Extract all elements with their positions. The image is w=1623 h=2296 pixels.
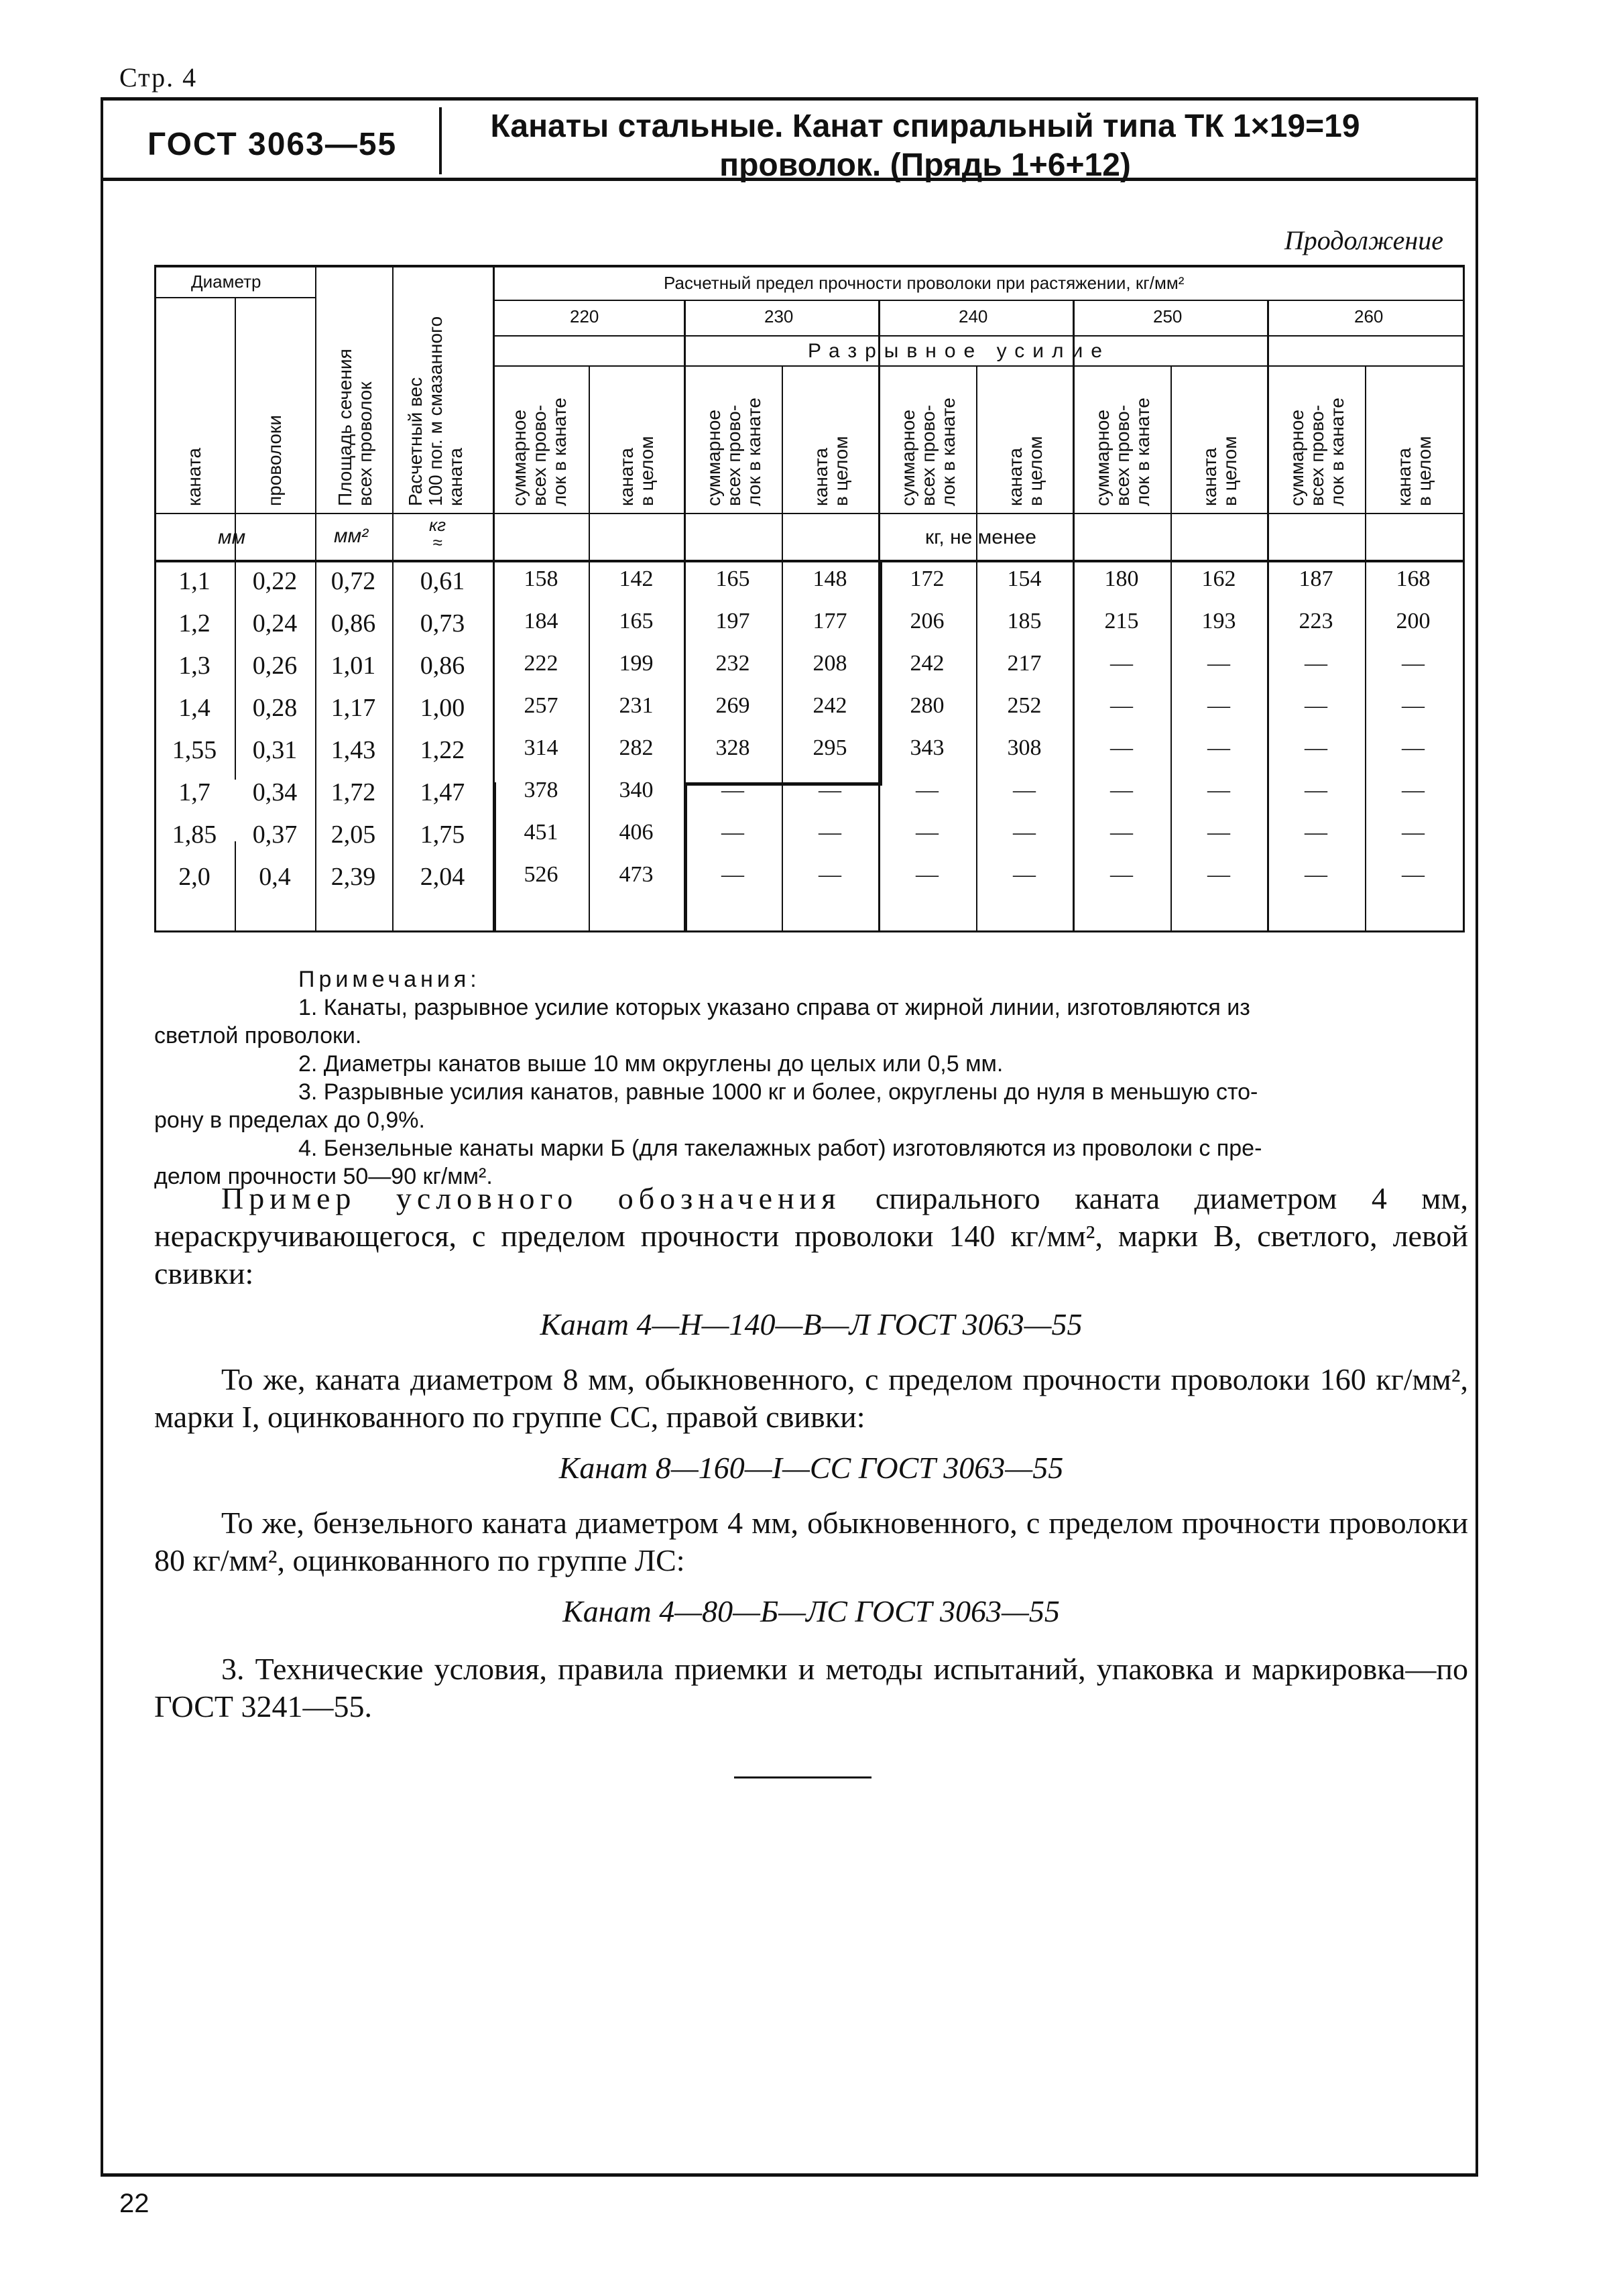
table-cell: 1,00: [420, 694, 465, 722]
body-text: [154, 1180, 1468, 1726]
hline: [493, 300, 1465, 301]
table-cell: 1,85: [172, 821, 217, 849]
table-cell: 2,39: [330, 863, 376, 891]
table-cell: 154: [1007, 566, 1042, 591]
note-3: 3. Разрывные усилия канатов, равные 1000 кг и более, округлены до нуля в меньшую сто-: [298, 1079, 1258, 1105]
table-cell: 0,22: [252, 567, 298, 595]
table-cell: 232: [715, 651, 750, 676]
note-2: 2. Диаметры канатов выше 10 мм округлены до целых или 0,5 мм.: [298, 1051, 1004, 1077]
strength-230: 230: [764, 306, 794, 326]
table-cell: —: [1207, 651, 1230, 676]
hline: [154, 513, 1465, 514]
table-cell: 269: [715, 693, 750, 718]
strength-260: 260: [1354, 306, 1384, 326]
unit-mm2: мм²: [334, 525, 369, 547]
table-cell: 1,17: [330, 694, 376, 722]
table-cell: 0,86: [330, 609, 376, 638]
table-cell: 200: [1396, 609, 1431, 633]
table-cell: 185: [1007, 609, 1042, 633]
table-cell: 0,24: [252, 609, 298, 638]
hline: [493, 335, 1465, 337]
note-4: 4. Бензельные канаты марки Б (для такелажных работ) изготовляются из проволоки с пре-: [298, 1136, 1262, 1161]
table-cell: —: [1402, 778, 1425, 802]
table-cell: 168: [1396, 566, 1431, 591]
table-cell: 295: [813, 735, 847, 760]
sub-whole-230: каната в целом: [810, 436, 851, 506]
table-cell: 1,75: [420, 821, 465, 849]
table-cell: 2,04: [420, 863, 465, 891]
sub-whole-220: каната в целом: [616, 436, 657, 506]
table-cell: 222: [524, 651, 558, 676]
paragraph-4: 3. Технические условия, правила приемки и методы испытаний, упаковка и маркировка—по ГОСТ 3241—55.: [154, 1652, 1468, 1724]
table-cell: 340: [619, 778, 654, 802]
vline: [976, 367, 977, 932]
table-cell: 328: [715, 735, 750, 760]
table-cell: —: [1402, 862, 1425, 887]
table-cell: —: [1402, 651, 1425, 676]
designation-1: Канат 4—Н—140—В—Л ГОСТ 3063—55: [540, 1307, 1083, 1341]
table-cell: 148: [813, 566, 847, 591]
table-cell: 231: [619, 693, 654, 718]
table-cell: 206: [910, 609, 945, 633]
vline: [1170, 367, 1172, 932]
header-divider: [439, 107, 442, 174]
table-cell: —: [1013, 778, 1036, 802]
table-cell: —: [1305, 820, 1327, 845]
table-cell: 0,26: [252, 652, 298, 680]
example-lead: Пример условного обозначения: [221, 1181, 841, 1215]
note-4-cont: делом прочности 50—90 кг/мм².: [154, 1164, 493, 1189]
table-cell: —: [1305, 651, 1327, 676]
hline: [154, 297, 315, 298]
table-cell: 217: [1007, 651, 1042, 676]
page-number: 22: [119, 2189, 149, 2218]
table-cell: 0,28: [252, 694, 298, 722]
table-cell: 406: [619, 820, 654, 845]
table-cell: 242: [910, 651, 945, 676]
table-cell: 1,72: [330, 778, 376, 806]
strength-header: Расчетный предел прочности проволоки при растяжении, кг/мм²: [664, 273, 1185, 293]
table-cell: —: [1013, 820, 1036, 845]
table-cell: 0,37: [252, 821, 298, 849]
table-cell: —: [1305, 862, 1327, 887]
designation-2: Канат 8—160—I—СС ГОСТ 3063—55: [558, 1451, 1064, 1485]
table-cell: —: [1402, 820, 1425, 845]
table-cell: 0,72: [330, 567, 376, 595]
footer-rule: [101, 2173, 1478, 2177]
paragraph-3: То же, бензельного каната диаметром 4 мм, обыкновенного, с пределом прочности проволоки 80 кг/мм², оцинкованного по группе ЛС:: [154, 1506, 1468, 1577]
unit-kg: кг ≈: [429, 515, 446, 552]
table-cell: 165: [715, 566, 750, 591]
designation-3: Канат 4—80—Б—ЛС ГОСТ 3063—55: [562, 1594, 1060, 1628]
table-cell: 473: [619, 862, 654, 887]
table-cell: 308: [1007, 735, 1042, 760]
diameter-header: Диаметр: [191, 271, 261, 292]
hline: [493, 365, 1465, 367]
notes: [154, 965, 1468, 1191]
hline: [154, 560, 1465, 562]
table-cell: 165: [619, 609, 654, 633]
bold-boundary: [493, 782, 496, 931]
table-cell: 223: [1299, 609, 1333, 633]
table-cell: 199: [619, 651, 654, 676]
table-cell: 208: [813, 651, 847, 676]
col-area-header: Площадь сечения всех проволок: [335, 349, 375, 506]
table-cell: —: [1305, 693, 1327, 718]
table-cell: 0,31: [252, 736, 298, 764]
table-cell: 314: [524, 735, 558, 760]
table-cell: 242: [813, 693, 847, 718]
example-paragraph: [154, 1180, 1468, 1292]
breaking-force-table: [154, 265, 1465, 935]
unit-mm: мм: [218, 526, 246, 548]
table-cell: 1,1: [178, 567, 211, 595]
table-cell: 1,22: [420, 736, 465, 764]
table-cell: 1,55: [172, 736, 217, 764]
table-cell: 197: [715, 609, 750, 633]
table-cell: —: [1110, 820, 1133, 845]
table-cell: —: [1207, 778, 1230, 802]
unit-kg-min: кг, не менее: [925, 526, 1036, 548]
sub-total-220: суммарное всех прово- лок в канате: [509, 398, 570, 506]
table-cell: —: [916, 778, 939, 802]
note-1: 1. Канаты, разрывное усилие которых указано справа от жирной линии, изготовляются из: [298, 995, 1250, 1020]
note-1-cont: светлой проволоки.: [154, 1023, 362, 1048]
table-cell: 343: [910, 735, 945, 760]
example-text: спирального каната диаметром 4 мм, нераскручивающегося, с пределом прочности проволоки 140 кг/мм², марки В, светлого, левой свивки:: [154, 1181, 1468, 1290]
strength-240: 240: [959, 306, 988, 326]
table-cell: —: [1402, 693, 1425, 718]
left-border: [101, 97, 103, 2175]
table-cell: 187: [1299, 566, 1333, 591]
vline: [782, 367, 783, 932]
table-cell: —: [916, 862, 939, 887]
page-label: Стр. 4: [119, 62, 198, 93]
table-cell: 193: [1201, 609, 1236, 633]
sub-whole-240: каната в целом: [1005, 436, 1046, 506]
table-cell: —: [916, 820, 939, 845]
end-rule: [734, 1776, 871, 1778]
continuation-label: Продолжение: [1284, 225, 1443, 255]
table-cell: 1,43: [330, 736, 376, 764]
sub-total-250: суммарное всех прово- лок в канате: [1092, 398, 1153, 506]
table-cell: —: [819, 778, 841, 802]
table-cell: —: [721, 820, 744, 845]
table-cell: 1,3: [178, 652, 211, 680]
table-cell: —: [1110, 778, 1133, 802]
strength-220: 220: [570, 306, 599, 326]
document-title: [469, 107, 1381, 185]
table-cell: —: [1207, 735, 1230, 760]
table-cell: 2,05: [330, 821, 376, 849]
table-cell: 0,86: [420, 652, 465, 680]
sub-total-240: суммарное всех прово- лок в канате: [898, 398, 959, 506]
strength-250: 250: [1153, 306, 1183, 326]
sub-total-230: суммарное всех прово- лок в канате: [703, 398, 764, 506]
table-cell: 184: [524, 609, 558, 633]
sub-whole-250: каната в целом: [1199, 436, 1240, 506]
notes-heading: Примечания:: [298, 967, 481, 992]
table-cell: —: [1207, 862, 1230, 887]
title-line-2: проволок. (Прядь 1+6+12): [719, 147, 1131, 183]
table-cell: 158: [524, 566, 558, 591]
note-3-cont: рону в пределах до 0,9%.: [154, 1107, 425, 1133]
col-weight-header: Расчетный вес 100 пог. м смазанного каната: [405, 316, 466, 506]
table-cell: 177: [813, 609, 847, 633]
table-cell: 1,2: [178, 609, 211, 638]
table-cell: —: [1207, 693, 1230, 718]
table-cell: —: [721, 778, 744, 802]
bold-boundary: [684, 782, 687, 931]
table-cell: 451: [524, 820, 558, 845]
table-cell: 526: [524, 862, 558, 887]
table-cell: 1,4: [178, 694, 211, 722]
title-line-1: Канаты стальные. Канат спиральный типа ТК 1×19=19: [490, 109, 1360, 144]
table-cell: 180: [1104, 566, 1139, 591]
table-cell: 0,4: [259, 863, 291, 891]
table-cell: 378: [524, 778, 558, 802]
breaking-force-header: Разрывное усилие: [808, 340, 1110, 362]
table-cell: —: [1013, 862, 1036, 887]
vline: [1365, 367, 1366, 932]
table-cell: 215: [1104, 609, 1139, 633]
right-border: [1476, 97, 1478, 2175]
table-cell: —: [1110, 651, 1133, 676]
table-top-rule: [154, 265, 1465, 267]
table-cell: 257: [524, 693, 558, 718]
table-cell: 1,01: [330, 652, 376, 680]
col-rope-header: каната: [184, 448, 204, 506]
table-cell: 0,61: [420, 567, 465, 595]
table-cell: 162: [1201, 566, 1236, 591]
table-cell: 282: [619, 735, 654, 760]
table-cell: 280: [910, 693, 945, 718]
table-cell: 172: [910, 566, 945, 591]
table-cell: 252: [1007, 693, 1042, 718]
table-cell: 142: [619, 566, 654, 591]
table-cell: —: [1207, 820, 1230, 845]
table-cell: 0,73: [420, 609, 465, 638]
standard-number: ГОСТ 3063—55: [147, 127, 398, 162]
table-cell: 0,34: [252, 778, 298, 806]
paragraph-2: То же, каната диаметром 8 мм, обыкновенного, с пределом прочности проволоки 160 кг/мм², марки I, оцинкованного по группе СС, правой свивки:: [154, 1362, 1468, 1434]
sub-whole-260: каната в целом: [1394, 436, 1435, 506]
sub-total-260: суммарное всех прово- лок в канате: [1286, 398, 1347, 506]
table-cell: —: [721, 862, 744, 887]
table-cell: 1,7: [178, 778, 211, 806]
table-cell: —: [1110, 693, 1133, 718]
table-cell: 2,0: [178, 863, 211, 891]
table-cell: —: [1305, 778, 1327, 802]
header-top-rule: [101, 97, 1478, 101]
vline: [589, 367, 590, 932]
table-cell: —: [1402, 735, 1425, 760]
table-cell: —: [1305, 735, 1327, 760]
table-cell: —: [819, 820, 841, 845]
table-cell: —: [1110, 735, 1133, 760]
table-cell: 1,47: [420, 778, 465, 806]
table-cell: —: [819, 862, 841, 887]
table-cell: —: [1110, 862, 1133, 887]
col-wire-header: проволоки: [264, 415, 285, 506]
